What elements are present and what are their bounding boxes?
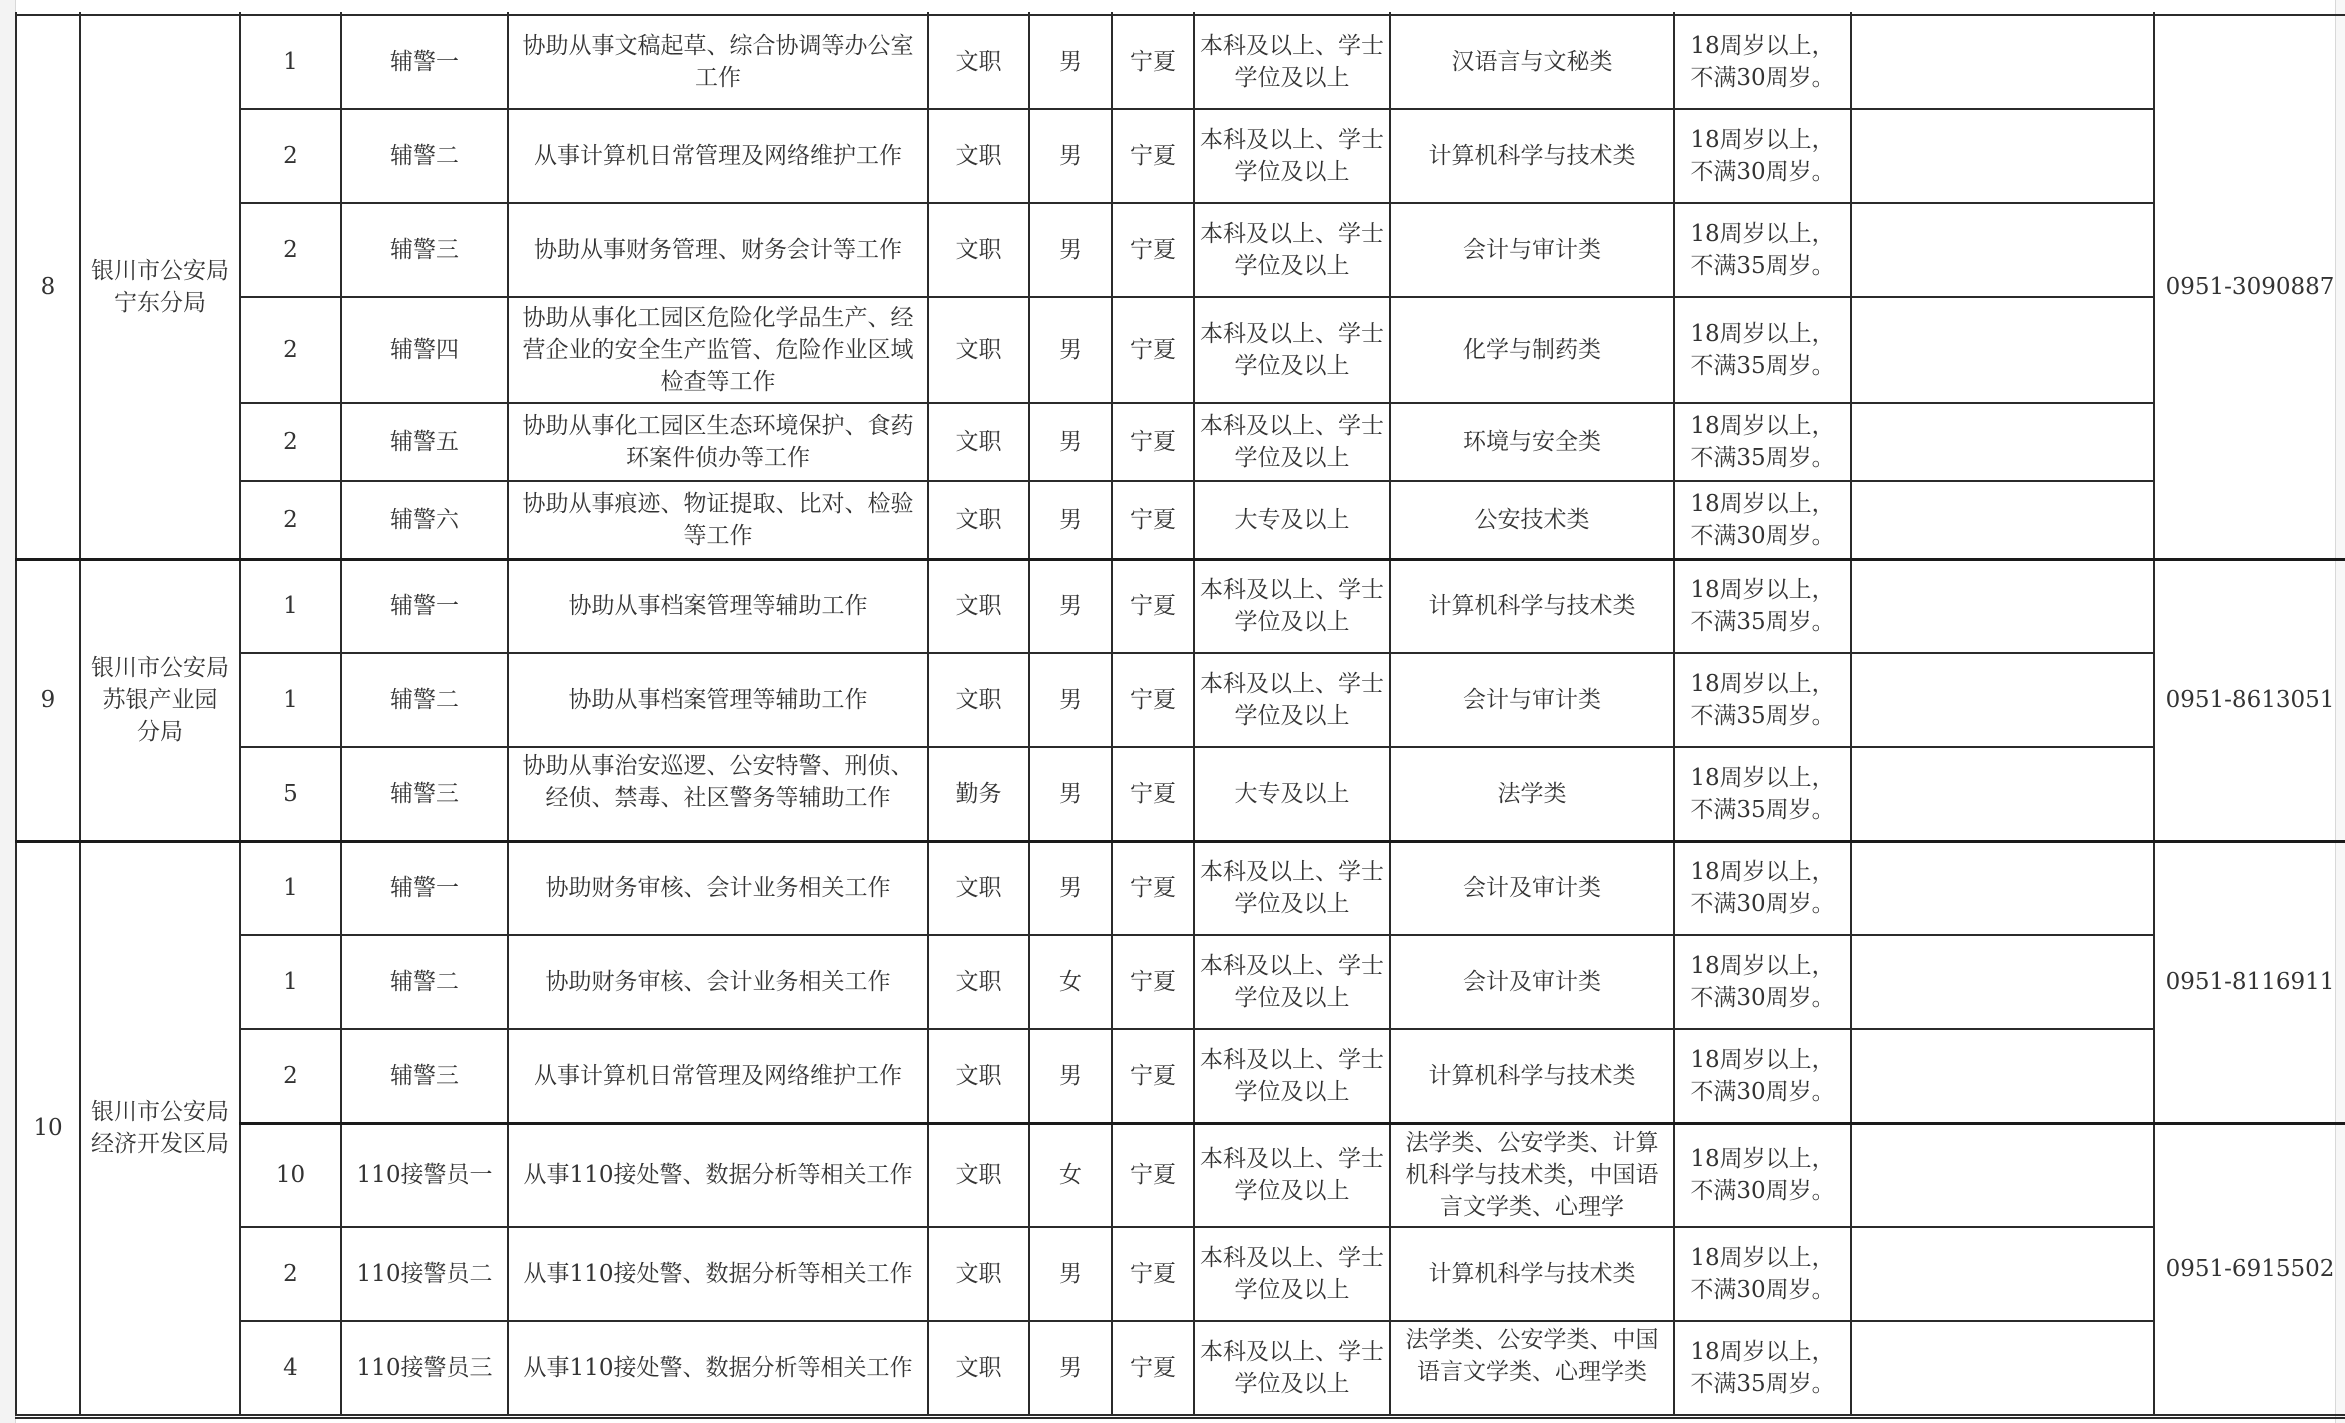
education-cell[interactable]: 本科及以上、学士学位及以上 bbox=[1194, 841, 1390, 935]
other-cell[interactable] bbox=[1851, 15, 2154, 109]
type-cell[interactable]: 文职 bbox=[928, 1029, 1029, 1123]
gender-cell[interactable]: 男 bbox=[1029, 747, 1112, 841]
post-cell[interactable]: 110接警员一 bbox=[341, 1123, 508, 1227]
post-cell[interactable]: 辅警三 bbox=[341, 203, 508, 297]
major-cell[interactable]: 计算机科学与技术类 bbox=[1390, 1029, 1674, 1123]
other-cell[interactable] bbox=[1851, 559, 2154, 653]
table-bottom-border bbox=[15, 1417, 2345, 1419]
major-cell[interactable]: 法学类、公安学类、计算机科学与技术类，中国语言文学类、心理学 bbox=[1390, 1123, 1674, 1227]
table-row bbox=[16, 1321, 2345, 1415]
post-cell[interactable]: 辅警三 bbox=[341, 747, 508, 841]
count-cell[interactable]: 2 bbox=[240, 203, 341, 297]
phone-cell[interactable]: 0951-3090887 bbox=[2154, 15, 2345, 559]
other-cell[interactable] bbox=[1851, 109, 2154, 203]
major-cell[interactable]: 计算机科学与技术类 bbox=[1390, 1227, 1674, 1321]
other-cell[interactable] bbox=[1851, 935, 2154, 1029]
table-row bbox=[16, 653, 2345, 747]
post-cell[interactable]: 辅警二 bbox=[341, 653, 508, 747]
type-cell[interactable]: 文职 bbox=[928, 203, 1029, 297]
other-cell[interactable] bbox=[1851, 481, 2154, 559]
education-cell[interactable]: 本科及以上、学士学位及以上 bbox=[1194, 1227, 1390, 1321]
table-row bbox=[16, 747, 2345, 841]
residence-cell[interactable]: 宁夏 bbox=[1112, 109, 1194, 203]
residence-cell[interactable]: 宁夏 bbox=[1112, 1029, 1194, 1123]
type-cell[interactable]: 文职 bbox=[928, 1321, 1029, 1415]
major-cell[interactable]: 计算机科学与技术类 bbox=[1390, 109, 1674, 203]
residence-cell[interactable]: 宁夏 bbox=[1112, 747, 1194, 841]
duty-cell[interactable]: 协助从事文稿起草、综合协调等办公室工作 bbox=[508, 15, 928, 109]
table-row bbox=[16, 403, 2345, 481]
gender-cell[interactable]: 男 bbox=[1029, 841, 1112, 935]
other-cell[interactable] bbox=[1851, 1227, 2154, 1321]
count-cell[interactable]: 1 bbox=[240, 935, 341, 1029]
post-cell[interactable]: 辅警五 bbox=[341, 403, 508, 481]
gender-cell[interactable]: 男 bbox=[1029, 203, 1112, 297]
gender-cell[interactable]: 女 bbox=[1029, 1123, 1112, 1227]
other-cell[interactable] bbox=[1851, 403, 2154, 481]
table-body bbox=[16, 12, 2345, 1415]
gender-cell[interactable]: 男 bbox=[1029, 1029, 1112, 1123]
count-cell[interactable]: 5 bbox=[240, 747, 341, 841]
phone-cell[interactable]: 0951-8613051 bbox=[2154, 559, 2345, 841]
count-cell[interactable]: 2 bbox=[240, 109, 341, 203]
gender-cell[interactable]: 男 bbox=[1029, 403, 1112, 481]
residence-cell[interactable]: 宁夏 bbox=[1112, 653, 1194, 747]
type-cell[interactable]: 文职 bbox=[928, 109, 1029, 203]
age-cell[interactable]: 18周岁以上，不满35周岁。 bbox=[1674, 297, 1851, 403]
residence-cell[interactable]: 宁夏 bbox=[1112, 15, 1194, 109]
major-cell[interactable]: 法学类、公安学类、中国语言文学类、心理学类 bbox=[1390, 1321, 1674, 1415]
education-cell[interactable]: 本科及以上、学士学位及以上 bbox=[1194, 1029, 1390, 1123]
type-cell[interactable]: 文职 bbox=[928, 935, 1029, 1029]
duty-cell[interactable]: 从事计算机日常管理及网络维护工作 bbox=[508, 1029, 928, 1123]
major-cell[interactable]: 计算机科学与技术类 bbox=[1390, 559, 1674, 653]
duty-cell[interactable]: 从事110接处警、数据分析等相关工作 bbox=[508, 1321, 928, 1415]
table-row bbox=[16, 1123, 2345, 1227]
other-cell[interactable] bbox=[1851, 297, 2154, 403]
count-cell[interactable]: 4 bbox=[240, 1321, 341, 1415]
residence-cell[interactable]: 宁夏 bbox=[1112, 1123, 1194, 1227]
residence-cell[interactable]: 宁夏 bbox=[1112, 297, 1194, 403]
education-cell[interactable]: 本科及以上、学士学位及以上 bbox=[1194, 297, 1390, 403]
education-cell[interactable]: 本科及以上、学士学位及以上 bbox=[1194, 935, 1390, 1029]
type-cell[interactable]: 文职 bbox=[928, 559, 1029, 653]
duty-cell[interactable]: 协助从事治安巡逻、公安特警、刑侦、经侦、禁毒、社区警务等辅助工作 bbox=[508, 747, 928, 841]
count-cell[interactable]: 1 bbox=[240, 15, 341, 109]
count-cell[interactable]: 2 bbox=[240, 403, 341, 481]
duty-cell[interactable]: 协助从事财务管理、财务会计等工作 bbox=[508, 203, 928, 297]
education-cell[interactable]: 本科及以上、学士学位及以上 bbox=[1194, 559, 1390, 653]
major-cell[interactable]: 会计及审计类 bbox=[1390, 841, 1674, 935]
table-row bbox=[16, 1227, 2345, 1321]
other-cell[interactable] bbox=[1851, 1123, 2154, 1227]
type-cell[interactable]: 文职 bbox=[928, 297, 1029, 403]
unit-cell[interactable]: 银川市公安局经济开发区局 bbox=[80, 841, 240, 1415]
residence-cell[interactable]: 宁夏 bbox=[1112, 559, 1194, 653]
major-cell[interactable]: 汉语言与文秘类 bbox=[1390, 15, 1674, 109]
table-row bbox=[16, 559, 2345, 653]
age-cell[interactable]: 18周岁以上，不满35周岁。 bbox=[1674, 1321, 1851, 1415]
group-no-cell[interactable]: 10 bbox=[16, 841, 80, 1415]
post-cell[interactable]: 110接警员二 bbox=[341, 1227, 508, 1321]
type-cell[interactable]: 文职 bbox=[928, 1227, 1029, 1321]
duty-cell[interactable]: 协助从事档案管理等辅助工作 bbox=[508, 559, 928, 653]
major-cell[interactable]: 会计与审计类 bbox=[1390, 203, 1674, 297]
education-cell[interactable]: 本科及以上、学士学位及以上 bbox=[1194, 653, 1390, 747]
residence-cell[interactable]: 宁夏 bbox=[1112, 203, 1194, 297]
residence-cell[interactable]: 宁夏 bbox=[1112, 935, 1194, 1029]
duty-cell[interactable]: 协助从事痕迹、物证提取、比对、检验等工作 bbox=[508, 481, 928, 559]
gender-cell[interactable]: 男 bbox=[1029, 559, 1112, 653]
gender-cell[interactable]: 男 bbox=[1029, 15, 1112, 109]
age-cell[interactable]: 18周岁以上，不满35周岁。 bbox=[1674, 747, 1851, 841]
education-cell[interactable]: 本科及以上、学士学位及以上 bbox=[1194, 1321, 1390, 1415]
education-cell[interactable]: 大专及以上 bbox=[1194, 747, 1390, 841]
type-cell[interactable]: 文职 bbox=[928, 403, 1029, 481]
age-cell[interactable]: 18周岁以上，不满30周岁。 bbox=[1674, 15, 1851, 109]
residence-cell[interactable]: 宁夏 bbox=[1112, 841, 1194, 935]
gender-cell[interactable]: 男 bbox=[1029, 1321, 1112, 1415]
duty-cell[interactable]: 协助财务审核、会计业务相关工作 bbox=[508, 841, 928, 935]
major-cell[interactable]: 环境与安全类 bbox=[1390, 403, 1674, 481]
phone-cell[interactable]: 0951-8116911 bbox=[2154, 841, 2345, 1123]
table-row bbox=[16, 841, 2345, 935]
duty-cell[interactable]: 从事110接处警、数据分析等相关工作 bbox=[508, 1227, 928, 1321]
table-row bbox=[16, 481, 2345, 559]
age-cell[interactable]: 18周岁以上，不满30周岁。 bbox=[1674, 481, 1851, 559]
gender-cell[interactable]: 男 bbox=[1029, 653, 1112, 747]
age-cell[interactable]: 18周岁以上，不满30周岁。 bbox=[1674, 1123, 1851, 1227]
major-cell[interactable]: 会计及审计类 bbox=[1390, 935, 1674, 1029]
post-cell[interactable]: 辅警一 bbox=[341, 559, 508, 653]
post-cell[interactable]: 辅警一 bbox=[341, 841, 508, 935]
residence-cell[interactable]: 宁夏 bbox=[1112, 1227, 1194, 1321]
other-cell[interactable] bbox=[1851, 841, 2154, 935]
education-cell[interactable]: 本科及以上、学士学位及以上 bbox=[1194, 203, 1390, 297]
count-cell[interactable]: 2 bbox=[240, 1227, 341, 1321]
type-cell[interactable]: 文职 bbox=[928, 841, 1029, 935]
type-cell[interactable]: 文职 bbox=[928, 1123, 1029, 1227]
recruitment-table bbox=[15, 12, 2345, 1416]
type-cell[interactable]: 文职 bbox=[928, 653, 1029, 747]
age-cell[interactable]: 18周岁以上，不满30周岁。 bbox=[1674, 109, 1851, 203]
gender-cell[interactable]: 男 bbox=[1029, 481, 1112, 559]
age-cell[interactable]: 18周岁以上，不满30周岁。 bbox=[1674, 1029, 1851, 1123]
education-cell[interactable]: 大专及以上 bbox=[1194, 481, 1390, 559]
count-cell[interactable]: 1 bbox=[240, 841, 341, 935]
type-cell[interactable]: 勤务 bbox=[928, 747, 1029, 841]
education-cell[interactable]: 本科及以上、学士学位及以上 bbox=[1194, 403, 1390, 481]
count-cell[interactable]: 2 bbox=[240, 297, 341, 403]
other-cell[interactable] bbox=[1851, 203, 2154, 297]
post-cell[interactable]: 辅警三 bbox=[341, 1029, 508, 1123]
phone-cell[interactable]: 0951-6915502 bbox=[2154, 1123, 2345, 1415]
table-row bbox=[16, 1029, 2345, 1123]
major-cell[interactable]: 会计与审计类 bbox=[1390, 653, 1674, 747]
residence-cell[interactable]: 宁夏 bbox=[1112, 403, 1194, 481]
group-no-cell[interactable]: 8 bbox=[16, 15, 80, 559]
gender-cell[interactable]: 男 bbox=[1029, 1227, 1112, 1321]
education-cell[interactable]: 本科及以上、学士学位及以上 bbox=[1194, 1123, 1390, 1227]
type-cell[interactable]: 文职 bbox=[928, 15, 1029, 109]
duty-cell[interactable]: 协助财务审核、会计业务相关工作 bbox=[508, 935, 928, 1029]
gender-cell[interactable]: 男 bbox=[1029, 109, 1112, 203]
major-cell[interactable]: 化学与制药类 bbox=[1390, 297, 1674, 403]
count-cell[interactable]: 2 bbox=[240, 1029, 341, 1123]
unit-cell[interactable]: 银川市公安局苏银产业园 分局 bbox=[80, 559, 240, 841]
age-cell[interactable]: 18周岁以上，不满30周岁。 bbox=[1674, 841, 1851, 935]
count-cell[interactable]: 1 bbox=[240, 653, 341, 747]
age-cell[interactable]: 18周岁以上，不满30周岁。 bbox=[1674, 1227, 1851, 1321]
count-cell[interactable]: 1 bbox=[240, 559, 341, 653]
post-cell[interactable]: 110接警员三 bbox=[341, 1321, 508, 1415]
age-cell[interactable]: 18周岁以上，不满35周岁。 bbox=[1674, 403, 1851, 481]
post-cell[interactable]: 辅警二 bbox=[341, 935, 508, 1029]
table-row bbox=[16, 15, 2345, 109]
education-cell[interactable]: 本科及以上、学士学位及以上 bbox=[1194, 109, 1390, 203]
age-cell[interactable]: 18周岁以上，不满30周岁。 bbox=[1674, 935, 1851, 1029]
group-no-cell[interactable]: 9 bbox=[16, 559, 80, 841]
duty-cell[interactable]: 协助从事化工园区生态环境保护、食药环案件侦办等工作 bbox=[508, 403, 928, 481]
other-cell[interactable] bbox=[1851, 747, 2154, 841]
duty-cell[interactable]: 协助从事档案管理等辅助工作 bbox=[508, 653, 928, 747]
table-row bbox=[16, 109, 2345, 203]
row-header-gutter bbox=[0, 0, 16, 1423]
other-cell[interactable] bbox=[1851, 653, 2154, 747]
post-cell[interactable]: 辅警二 bbox=[341, 109, 508, 203]
post-cell[interactable]: 辅警六 bbox=[341, 481, 508, 559]
table-row bbox=[16, 935, 2345, 1029]
age-cell[interactable]: 18周岁以上，不满35周岁。 bbox=[1674, 559, 1851, 653]
duty-cell[interactable]: 从事110接处警、数据分析等相关工作 bbox=[508, 1123, 928, 1227]
major-cell[interactable]: 公安技术类 bbox=[1390, 481, 1674, 559]
residence-cell[interactable]: 宁夏 bbox=[1112, 1321, 1194, 1415]
post-cell[interactable]: 辅警四 bbox=[341, 297, 508, 403]
other-cell[interactable] bbox=[1851, 1029, 2154, 1123]
count-cell[interactable]: 10 bbox=[240, 1123, 341, 1227]
age-cell[interactable]: 18周岁以上，不满35周岁。 bbox=[1674, 653, 1851, 747]
age-cell[interactable]: 18周岁以上，不满35周岁。 bbox=[1674, 203, 1851, 297]
table-row bbox=[16, 297, 2345, 403]
duty-cell[interactable]: 从事计算机日常管理及网络维护工作 bbox=[508, 109, 928, 203]
post-cell[interactable]: 辅警一 bbox=[341, 15, 508, 109]
table-row bbox=[16, 203, 2345, 297]
education-cell[interactable]: 本科及以上、学士学位及以上 bbox=[1194, 15, 1390, 109]
type-cell[interactable]: 文职 bbox=[928, 481, 1029, 559]
gender-cell[interactable]: 男 bbox=[1029, 297, 1112, 403]
residence-cell[interactable]: 宁夏 bbox=[1112, 481, 1194, 559]
major-cell[interactable]: 法学类 bbox=[1390, 747, 1674, 841]
unit-cell[interactable]: 银川市公安局宁东分局 bbox=[80, 15, 240, 559]
duty-cell[interactable]: 协助从事化工园区危险化学品生产、经营企业的安全生产监管、危险作业区域检查等工作 bbox=[508, 297, 928, 403]
other-cell[interactable] bbox=[1851, 1321, 2154, 1415]
count-cell[interactable]: 2 bbox=[240, 481, 341, 559]
gender-cell[interactable]: 女 bbox=[1029, 935, 1112, 1029]
